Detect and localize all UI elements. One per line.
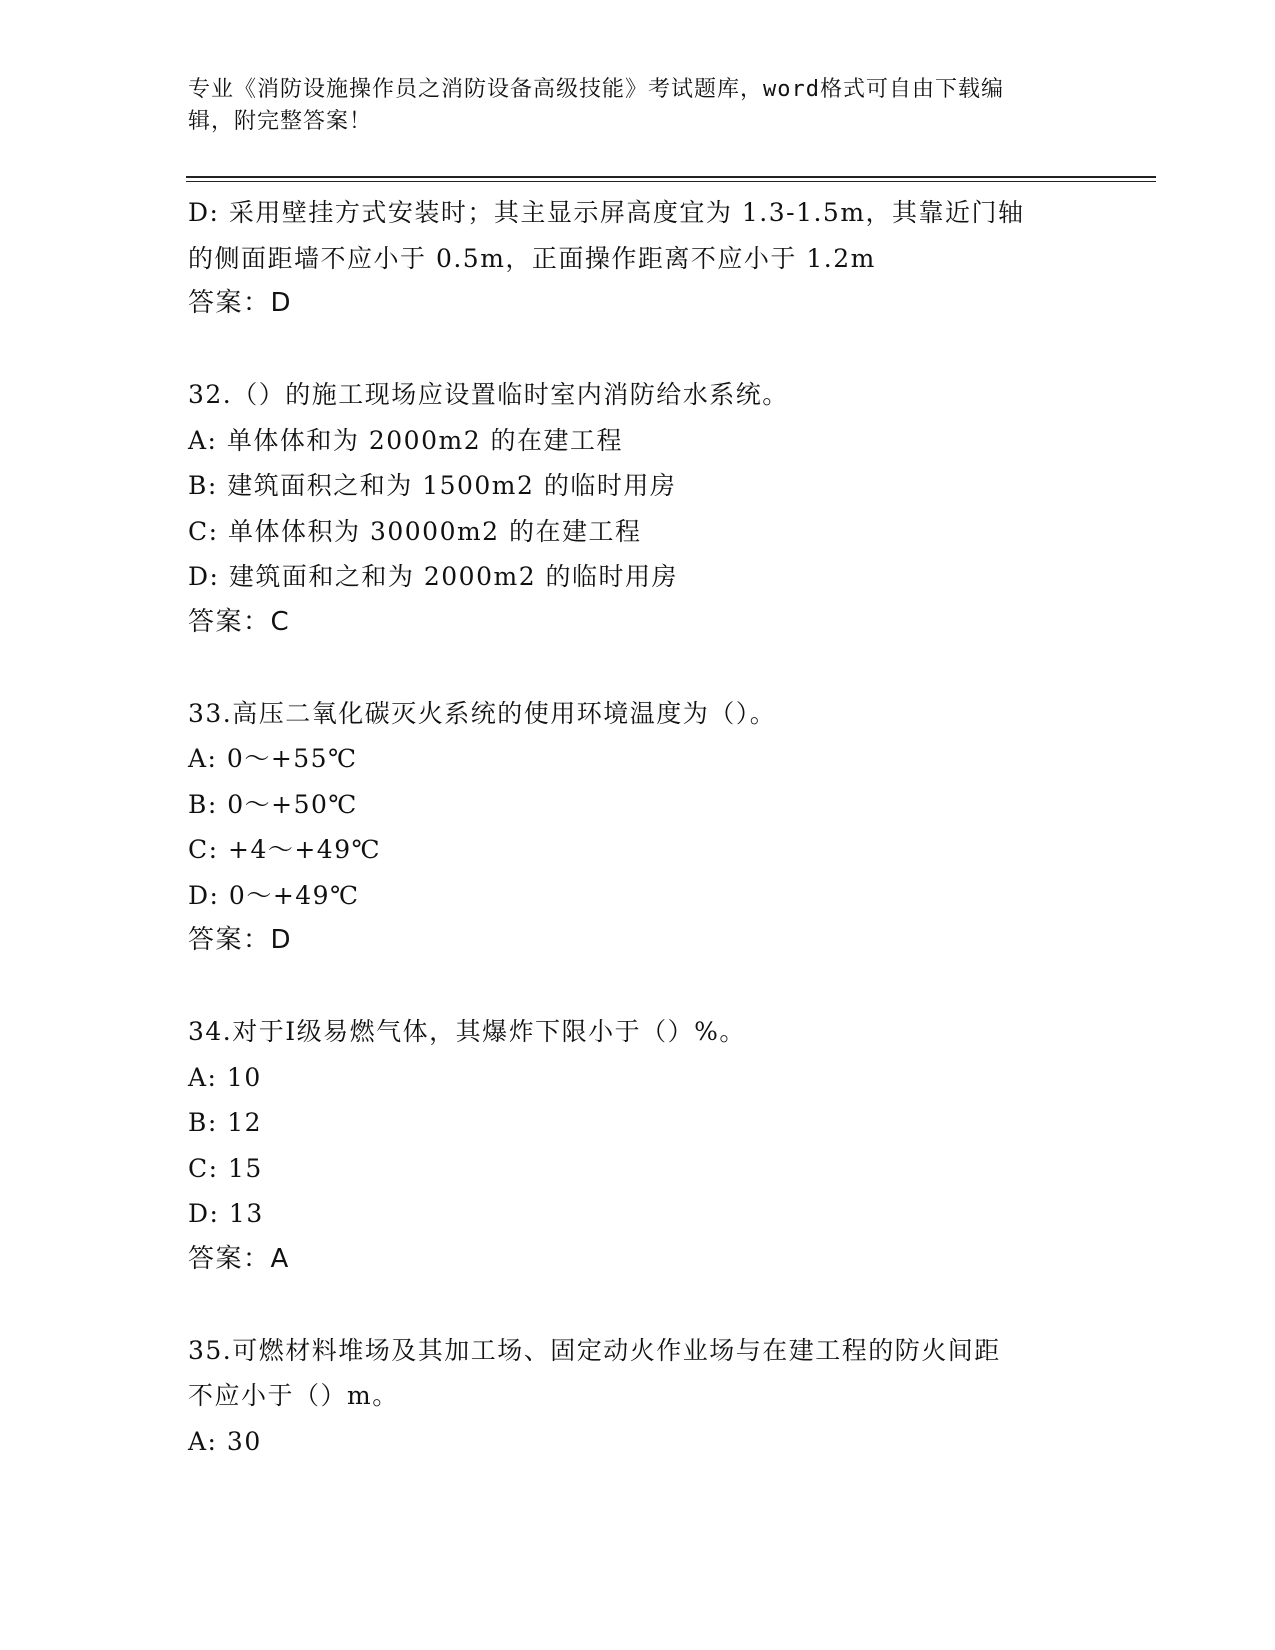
option-c: C: +4～+49℃ <box>188 835 382 864</box>
option-d: D: 采用壁挂方式安装时；其主显示屏高度宜为 1.3-1.5m，其靠近门轴 <box>188 198 1025 227</box>
spacer <box>188 1282 1088 1328</box>
question-text: 32.（）的施工现场应设置临时室内消防给水系统。 <box>188 380 789 409</box>
answer-line: 答案：A <box>188 1243 290 1274</box>
option-b: B: 12 <box>188 1108 263 1137</box>
spacer <box>188 964 1088 1010</box>
question-list <box>188 190 1088 1464</box>
answer-line: 答案：D <box>188 288 293 318</box>
question-text-continued: 不应小于（）m。 <box>188 1381 399 1410</box>
option-d: D: 0～+49℃ <box>188 880 360 910</box>
option-d: D: 13 <box>188 1199 264 1228</box>
header-line-2: 辑，附完整答案！ <box>188 109 373 134</box>
option-b: B: 0～+50℃ <box>188 789 358 819</box>
question-text: 34.对于Ⅰ级易燃气体，其爆炸下限小于（）%。 <box>188 1017 746 1046</box>
option-c: C: 15 <box>188 1153 263 1183</box>
option-a: A: 0～+55℃ <box>188 744 358 773</box>
header-divider-thin <box>186 181 1156 182</box>
question-31-tail <box>188 190 1088 327</box>
option-c: C: 单体体积为 30000m2 的在建工程 <box>188 516 642 546</box>
option-d-continued: 的侧面距墙不应小于 0.5m，正面操作距离不应小于 1.2m <box>188 243 876 273</box>
question-35 <box>188 1328 1088 1465</box>
header-line-1: 专业《消防设施操作员之消防设备高级技能》考试题库，word格式可自由下载编 <box>188 77 1004 102</box>
option-a: A: 10 <box>188 1062 262 1092</box>
question-text: 35.可燃材料堆场及其加工场、固定动火作业场与在建工程的防火间距 <box>188 1335 1001 1365</box>
question-34 <box>188 1009 1088 1282</box>
option-a: A: 30 <box>188 1426 262 1456</box>
spacer <box>188 645 1088 691</box>
question-text: 33.高压二氧化碳灭火系统的使用环境温度为（）。 <box>188 698 777 728</box>
spacer <box>188 327 1088 373</box>
option-a: A: 单体体和为 2000m2 的在建工程 <box>188 425 624 455</box>
option-d: D: 建筑面和之和为 2000m2 的临时用房 <box>188 562 679 591</box>
option-b: B: 建筑面积之和为 1500m2 的临时用房 <box>188 471 677 500</box>
answer-line: 答案：D <box>188 925 293 955</box>
question-32 <box>188 372 1088 645</box>
question-33 <box>188 691 1088 964</box>
answer-line: 答案：C <box>188 606 291 637</box>
header-divider-thick <box>186 176 1156 178</box>
document-header <box>188 74 1068 138</box>
